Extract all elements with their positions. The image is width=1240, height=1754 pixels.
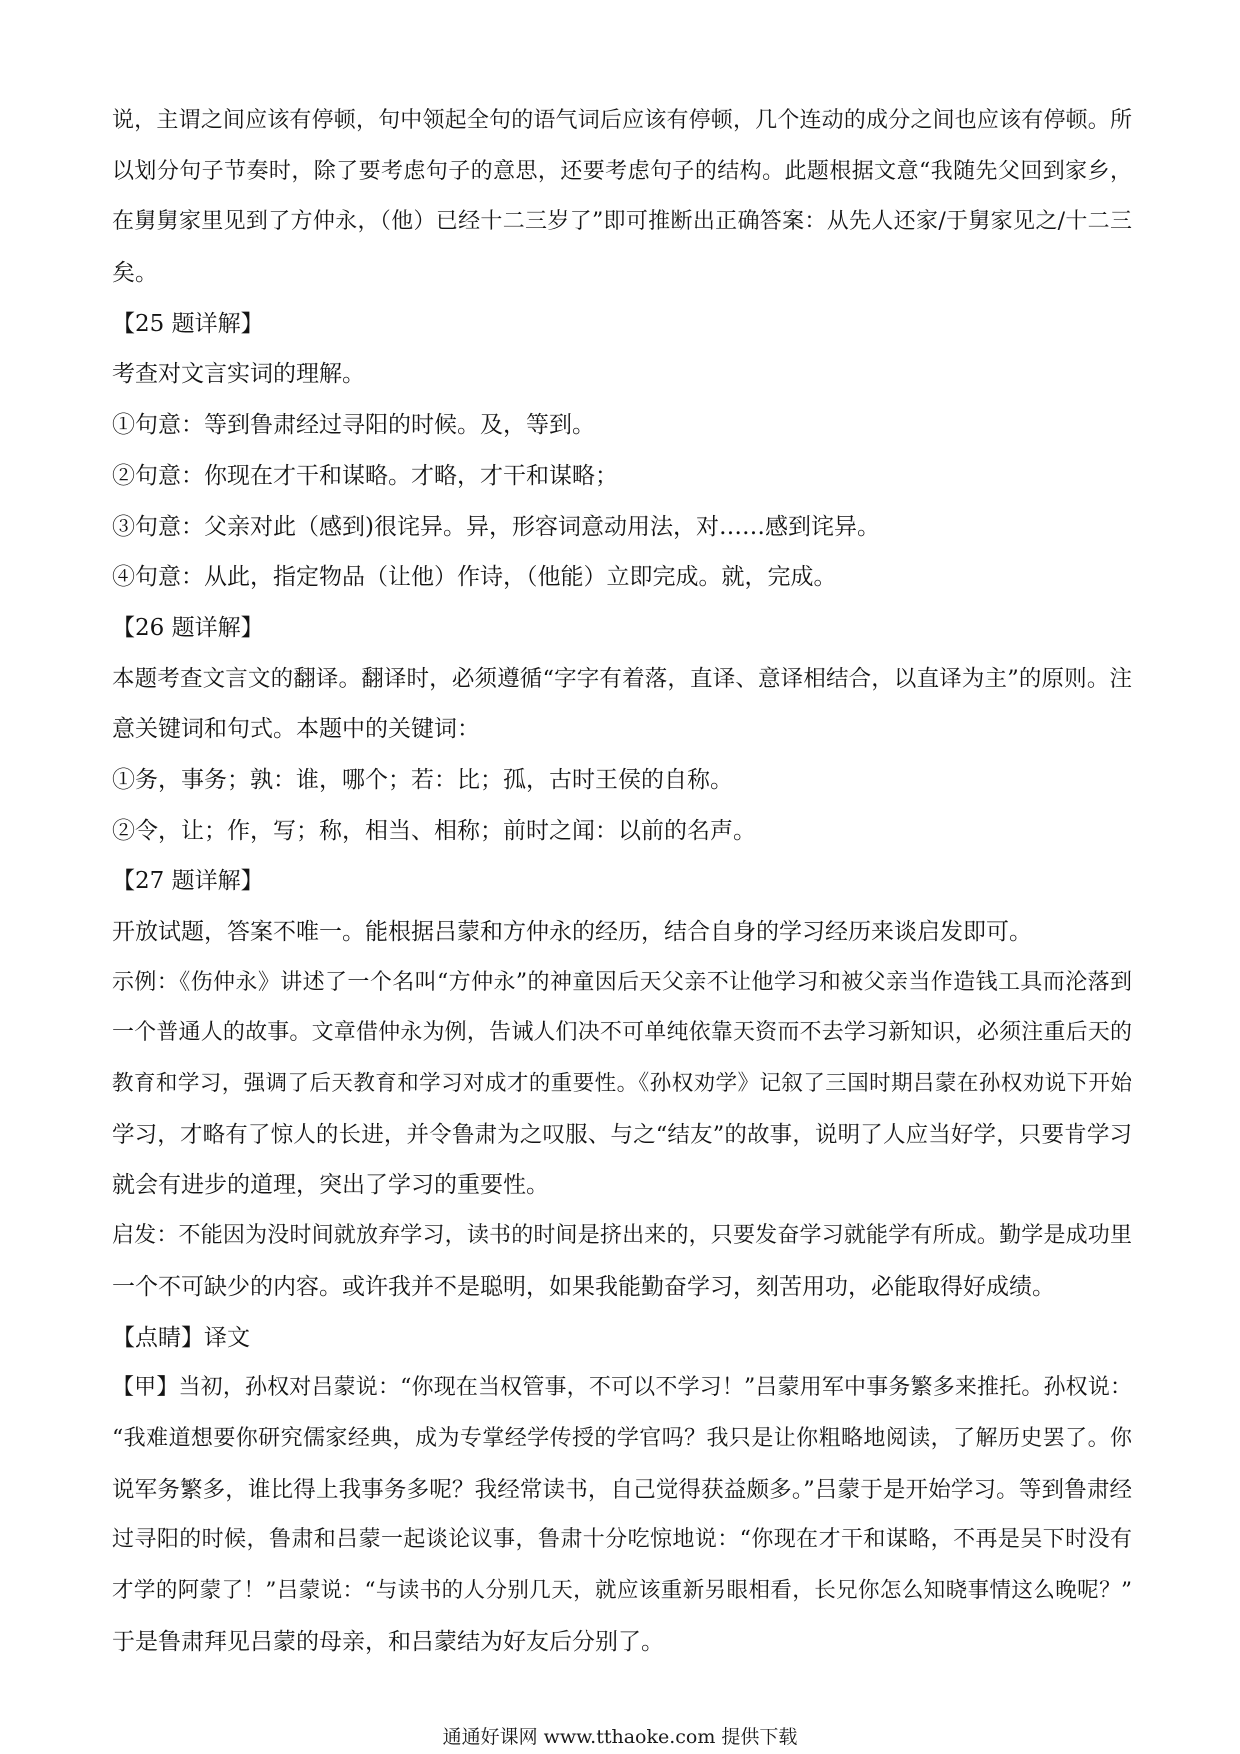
text-line: 开放试题，答案不唯一。能根据吕蒙和方仲永的经历，结合自身的学习经历来谈启发即可。 (112, 919, 1032, 945)
document-page (112, 96, 1132, 1667)
text-line: 本题考查文言文的翻译。翻译时，必须遵循“字字有着落，直译、意译相结合，以直译为主”的原则。注 (112, 665, 1132, 692)
text-line: 启发：不能因为没时间就放弃学习，读书的时间是挤出来的，只要发奋学习就能学有所成。勤学是成功里 (112, 1223, 1132, 1249)
text-line: 在舅舅家里见到了方仲永，（他）已经十二三岁了”即可推断出正确答案：从先人还家/于舅家见之/十二三 (112, 209, 1132, 235)
text-line: 学习，才略有了惊人的长进，并令鲁肃为之叹服、与之“结友”的故事，说明了人应当好学，只要肯学习 (112, 1121, 1132, 1148)
text-line: 说，主谓之间应该有停顿，句中领起全句的语气词后应该有停顿，几个连动的成分之间也应该有停顿。所 (112, 108, 1132, 133)
text-line: ①务，事务；孰：谁，哪个；若：比；孤，古时王侯的自称。 (112, 766, 733, 793)
text-line: 于是鲁肃拜见吕蒙的母亲，和吕蒙结为好友后分别了。 (112, 1628, 664, 1655)
section-heading-26: 【26 题详解】 (112, 614, 264, 641)
text-line: ④句意：从此，指定物品（让他）作诗，（他能）立即完成。就，完成。 (112, 564, 837, 591)
page-footer: 通通好课网 www.tthaoke.com 提供下载 (442, 1726, 798, 1748)
text-line: “我难道想要你研究儒家经典，成为专掌经学传授的学官吗？我只是让你粗略地阅读，了解历史罢了。你 (112, 1425, 1132, 1451)
section-heading-25: 【25 题详解】 (112, 310, 264, 337)
text-line: 过寻阳的时候，鲁肃和吕蒙一起谈论议事，鲁肃十分吃惊地说：“你现在才干和谋略，不再是吴下时没有 (112, 1527, 1132, 1553)
text-line: 就会有进步的道理，突出了学习的重要性。 (112, 1172, 549, 1199)
text-line: 教育和学习，强调了后天教育和学习对成才的重要性。《孙权劝学》记叙了三国时期吕蒙在孙权劝说下开始 (112, 1071, 1132, 1097)
text-line: 说军务繁多，谁比得上我事务多呢？我经常读书，自己觉得获益颇多。”吕蒙于是开始学习。等到鲁肃经 (112, 1476, 1132, 1503)
text-line: 意关键词和句式。本题中的关键词： (112, 716, 480, 743)
text-line: ②句意：你现在才干和谋略。才略，才干和谋略； (112, 462, 618, 489)
text-line: ②令，让；作，写；称，相当、相称；前时之闻：以前的名声。 (112, 817, 756, 844)
text-line: 一个不可缺少的内容。或许我并不是聪明，如果我能勤奋学习，刻苦用功，必能取得好成绩。 (112, 1273, 1055, 1300)
section-heading-27: 【27 题详解】 (112, 868, 264, 895)
text-line: 考查对文言实词的理解。 (112, 361, 365, 388)
text-line: ①句意：等到鲁肃经过寻阳的时候。及，等到。 (112, 412, 595, 439)
text-line: 示例：《伤仲永》讲述了一个名叫“方仲永”的神童因后天父亲不让他学习和被父亲当作造钱工具而沦落到 (112, 969, 1132, 995)
text-line: 矣。 (112, 260, 158, 287)
section-heading-dianjing: 【点睛】译文 (112, 1324, 250, 1351)
text-line: 【甲】当初，孙权对吕蒙说：“你现在当权管事，不可以不学习！”吕蒙用军中事务繁多来推托。孙权说： (112, 1375, 1132, 1401)
text-line: ③句意：父亲对此（感到)很诧异。异，形容词意动用法，对……感到诧异。 (112, 513, 880, 540)
text-line: 才学的阿蒙了！”吕蒙说：“与读书的人分别几天，就应该重新另眼相看，长兄你怎么知晓事情这么晚呢？” (112, 1577, 1132, 1603)
text-line: 一个普通人的故事。文章借仲永为例，告诫人们决不可单纯依靠天资而不去学习新知识，必须注重后天的 (112, 1020, 1132, 1046)
text-line: 以划分句子节奏时，除了要考虑句子的意思，还要考虑句子的结构。此题根据文意“我随先父回到家乡， (112, 158, 1132, 184)
